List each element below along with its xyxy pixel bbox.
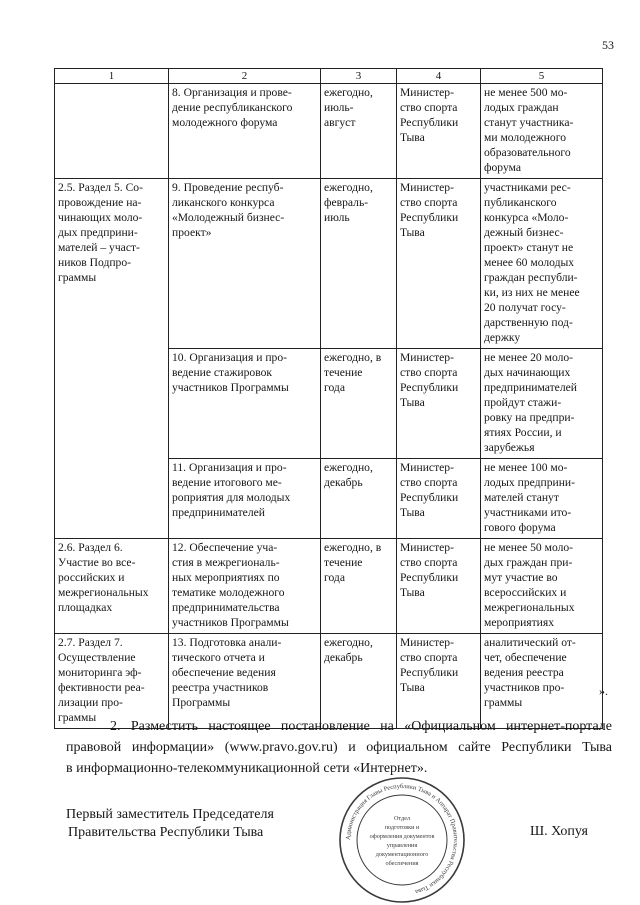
result-cell-line: участниками рес-: [484, 181, 571, 194]
result-cell-line: граммы: [484, 696, 523, 709]
event-cell-line: участников Программы: [172, 381, 289, 394]
event-cell-line: роприятия для молодых: [172, 491, 291, 504]
term-cell: [321, 349, 397, 459]
term-cell-line: ежегодно, в: [324, 541, 382, 554]
executor-cell-line: ство спорта: [400, 651, 458, 664]
result-cell-line: чет, обеспечение: [484, 651, 567, 664]
section-cell-line: 2.6. Раздел 6.: [58, 541, 123, 554]
result-cell-line: граждан республи-: [484, 271, 578, 284]
term-cell-line: ежегодно, в: [324, 351, 382, 364]
event-cell: [169, 459, 321, 539]
result-cell-line: межрегиональных: [484, 601, 575, 614]
executor-cell: [397, 459, 481, 539]
section-cell-line: граммы: [58, 271, 97, 284]
executor-cell-line: Республики: [400, 211, 459, 224]
event-cell: [169, 539, 321, 634]
result-cell-line: пройдут стажи-: [484, 396, 562, 409]
signer-position: [66, 806, 274, 842]
term-cell-line: ежегодно,: [324, 636, 373, 649]
executor-cell-line: Республики: [400, 571, 459, 584]
term-cell: [321, 459, 397, 539]
result-cell-line: дежный бизнес-: [484, 226, 564, 239]
seal-outer-ring: [340, 778, 464, 902]
event-cell: [169, 84, 321, 179]
event-cell: [169, 634, 321, 729]
result-cell-line: публиканского: [484, 196, 557, 209]
result-cell-line: предпринимателей: [484, 381, 577, 394]
result-cell-line: дых граждан при-: [484, 556, 573, 569]
paragraph-item-2: [66, 716, 612, 779]
result-cell-line: ки, из них не менее: [484, 286, 580, 299]
executor-cell-line: Республики: [400, 381, 459, 394]
paragraph-line: правовой информации» (www.pravo.gov.ru) и официальном сайте Республики Тыва: [66, 740, 612, 755]
column-number-2: 2: [169, 69, 321, 84]
term-cell-line: ежегодно,: [324, 86, 373, 99]
result-cell-line: 20 получат госу-: [484, 301, 566, 314]
executor-cell: [397, 84, 481, 179]
table-row: [55, 539, 603, 634]
section-cell-line: Участие во все-: [58, 556, 136, 569]
event-cell-line: участников Программы: [172, 616, 289, 629]
result-cell-line: проект» станут не: [484, 241, 574, 254]
result-cell-line: лодых граждан: [484, 101, 559, 114]
event-cell-line: 9. Проведение респуб-: [172, 181, 284, 194]
event-cell-line: 12. Обеспечение уча-: [172, 541, 278, 554]
result-cell-line: участниками ито-: [484, 506, 572, 519]
seal-center-line: документационного: [375, 851, 429, 858]
seal-center-line: обеспечения: [385, 860, 419, 867]
executor-cell-line: ство спорта: [400, 101, 458, 114]
column-number-5: 5: [481, 69, 603, 84]
term-cell: [321, 179, 397, 349]
event-cell-line: ных мероприятиях по: [172, 571, 280, 584]
executor-cell-line: ство спорта: [400, 366, 458, 379]
section-cell-line: провождение на-: [58, 196, 142, 209]
section-cell-line: 2.7. Раздел 7.: [58, 636, 123, 649]
table-row: [55, 84, 603, 179]
seal-ring-text: Администрация Главы Республики Тыва и Аппарат Правительства Республики Тыва: [344, 782, 460, 896]
executor-cell-line: Тыва: [400, 131, 425, 144]
executor-cell-line: Министер-: [400, 541, 454, 554]
section-cell: [55, 459, 169, 539]
section-cell-line: граммы: [58, 711, 97, 724]
seal-inner-ring: [357, 795, 447, 885]
result-cell-line: менее 60 молодых: [484, 256, 575, 269]
section-cell: [55, 539, 169, 634]
event-cell-line: проект»: [172, 226, 212, 239]
executor-cell: [397, 539, 481, 634]
result-cell-line: ми молодежного: [484, 131, 566, 144]
result-cell-line: ведения реестра: [484, 666, 564, 679]
executor-cell-line: Тыва: [400, 681, 425, 694]
event-cell-line: «Молодежный бизнес-: [172, 211, 285, 224]
term-cell: [321, 634, 397, 729]
result-cell: [481, 84, 603, 179]
executor-cell-line: Тыва: [400, 586, 425, 599]
section-cell-line: лизации про-: [58, 696, 123, 709]
event-cell-line: 11. Организация и про-: [172, 461, 287, 474]
closing-quote: ».: [599, 684, 608, 698]
executor-cell: [397, 634, 481, 729]
event-cell-line: тематике молодежного: [172, 586, 285, 599]
executor-cell-line: Республики: [400, 666, 459, 679]
executor-cell-line: Республики: [400, 116, 459, 129]
result-cell-line: держку: [484, 331, 521, 344]
term-cell-line: июль: [324, 211, 350, 224]
result-cell-line: мероприятиях: [484, 616, 555, 629]
result-cell-line: не менее 20 моло-: [484, 351, 574, 364]
executor-cell-line: Республики: [400, 491, 459, 504]
signer-position-line: Правительства Республики Тыва: [68, 825, 264, 840]
section-cell: [55, 84, 169, 179]
event-cell-line: ликанского конкурса: [172, 196, 275, 209]
event-cell-line: реестра участников: [172, 681, 269, 694]
event-cell-line: 10. Организация и про-: [172, 351, 287, 364]
signer-name: Ш. Хопуя: [530, 824, 588, 839]
seal-center-line: оформления документов: [369, 833, 435, 840]
result-cell-line: аналитический от-: [484, 636, 576, 649]
term-cell-line: года: [324, 381, 345, 394]
result-cell: [481, 459, 603, 539]
result-cell-line: всероссийских и: [484, 586, 567, 599]
event-cell-line: 8. Организация и прове-: [172, 86, 292, 99]
seal-center-line: Отдел: [393, 815, 411, 822]
result-cell: [481, 539, 603, 634]
result-cell-line: мателей станут: [484, 491, 559, 504]
section-cell-line: мателей – участ-: [58, 241, 140, 254]
term-cell-line: декабрь: [324, 476, 363, 489]
seal-center-text: [370, 815, 435, 867]
executor-cell-line: Министер-: [400, 636, 454, 649]
executor-cell-line: Министер-: [400, 351, 454, 364]
signer-position-line: Первый заместитель Председателя: [66, 807, 274, 822]
section-cell-line: 2.5. Раздел 5. Со-: [58, 181, 143, 194]
result-cell-line: станут участника-: [484, 116, 574, 129]
event-cell: [169, 179, 321, 349]
event-cell-line: тического отчета и: [172, 651, 265, 664]
seal-center-line: подготовки и: [384, 824, 420, 831]
table-body: [55, 69, 603, 729]
result-cell-line: дарственную под-: [484, 316, 573, 329]
section-cell-line: Осуществление: [58, 651, 136, 664]
executor-cell-line: Тыва: [400, 226, 425, 239]
section-cell-line: чинающих моло-: [58, 211, 143, 224]
event-cell-line: Программы: [172, 696, 231, 709]
column-number-1: 1: [55, 69, 169, 84]
result-cell-line: лодых предприни-: [484, 476, 576, 489]
table-row: [55, 459, 603, 539]
event-cell: [169, 349, 321, 459]
term-cell-line: года: [324, 571, 345, 584]
term-cell-line: течение: [324, 556, 363, 569]
result-cell-line: дых начинающих: [484, 366, 571, 379]
term-cell-line: ежегодно,: [324, 461, 373, 474]
section-cell-line: ников Подпро-: [58, 256, 132, 269]
result-cell-line: зарубежья: [484, 441, 535, 454]
result-cell-line: ятиях России, и: [484, 426, 562, 439]
section-cell-line: мониторинга эф-: [58, 666, 142, 679]
term-cell-line: июль-: [324, 101, 354, 114]
event-cell-line: обеспечение ведения: [172, 666, 276, 679]
result-cell-line: конкурса «Моло-: [484, 211, 569, 224]
result-cell-line: ровку на предпри-: [484, 411, 575, 424]
section-cell-line: фективности реа-: [58, 681, 145, 694]
event-cell-line: 13. Подготовка анали-: [172, 636, 282, 649]
table-row: [55, 349, 603, 459]
result-cell-line: не менее 50 моло-: [484, 541, 574, 554]
event-cell-line: ведение итогового ме-: [172, 476, 282, 489]
result-cell-line: гового форума: [484, 521, 556, 534]
result-cell-line: мут участие во: [484, 571, 558, 584]
table-row: [55, 179, 603, 349]
section-cell-line: межрегиональных: [58, 586, 149, 599]
event-cell-line: дение республиканского: [172, 101, 293, 114]
executor-cell-line: ство спорта: [400, 556, 458, 569]
section-cell: [55, 634, 169, 729]
official-seal: [338, 776, 466, 904]
result-cell: [481, 634, 603, 729]
page-number: 53: [602, 38, 614, 52]
event-cell-line: стия в межрегиональ-: [172, 556, 280, 569]
section-cell: [55, 349, 169, 459]
paragraph-line: 2. Разместить настоящее постановление на «Официальном интернет-портале: [110, 719, 612, 734]
result-cell-line: образовательного: [484, 146, 571, 159]
term-cell-line: февраль-: [324, 196, 369, 209]
executor-cell-line: ство спорта: [400, 196, 458, 209]
result-cell-line: не менее 500 мо-: [484, 86, 568, 99]
table-row: [55, 634, 603, 729]
event-cell-line: молодежного форума: [172, 116, 278, 129]
executor-cell-line: Министер-: [400, 86, 454, 99]
executor-cell-line: ство спорта: [400, 476, 458, 489]
executor-cell: [397, 349, 481, 459]
executor-cell-line: Тыва: [400, 506, 425, 519]
term-cell-line: август: [324, 116, 356, 129]
column-number-4: 4: [397, 69, 481, 84]
paragraph-line: в информационно-телекоммуникационной сети «Интернет».: [66, 761, 428, 776]
result-cell: [481, 349, 603, 459]
result-cell-line: участников про-: [484, 681, 565, 694]
term-cell: [321, 84, 397, 179]
term-cell-line: ежегодно,: [324, 181, 373, 194]
program-activities-table: [54, 68, 603, 729]
executor-cell-line: Тыва: [400, 396, 425, 409]
section-cell-line: дых предприни-: [58, 226, 138, 239]
section-cell-line: российских и: [58, 571, 125, 584]
seal-center-line: управления: [386, 842, 418, 849]
event-cell-line: предпринимательства: [172, 601, 280, 614]
executor-cell-line: Министер-: [400, 181, 454, 194]
term-cell-line: декабрь: [324, 651, 363, 664]
result-cell-line: форума: [484, 161, 522, 174]
column-number-3: 3: [321, 69, 397, 84]
event-cell-line: ведение стажировок: [172, 366, 273, 379]
section-cell-line: площадках: [58, 601, 113, 614]
result-cell: [481, 179, 603, 349]
result-cell-line: не менее 100 мо-: [484, 461, 568, 474]
executor-cell: [397, 179, 481, 349]
executor-cell-line: Министер-: [400, 461, 454, 474]
term-cell: [321, 539, 397, 634]
term-cell-line: течение: [324, 366, 363, 379]
table-header-row: [55, 69, 603, 84]
section-cell: [55, 179, 169, 349]
event-cell-line: предпринимателей: [172, 506, 265, 519]
